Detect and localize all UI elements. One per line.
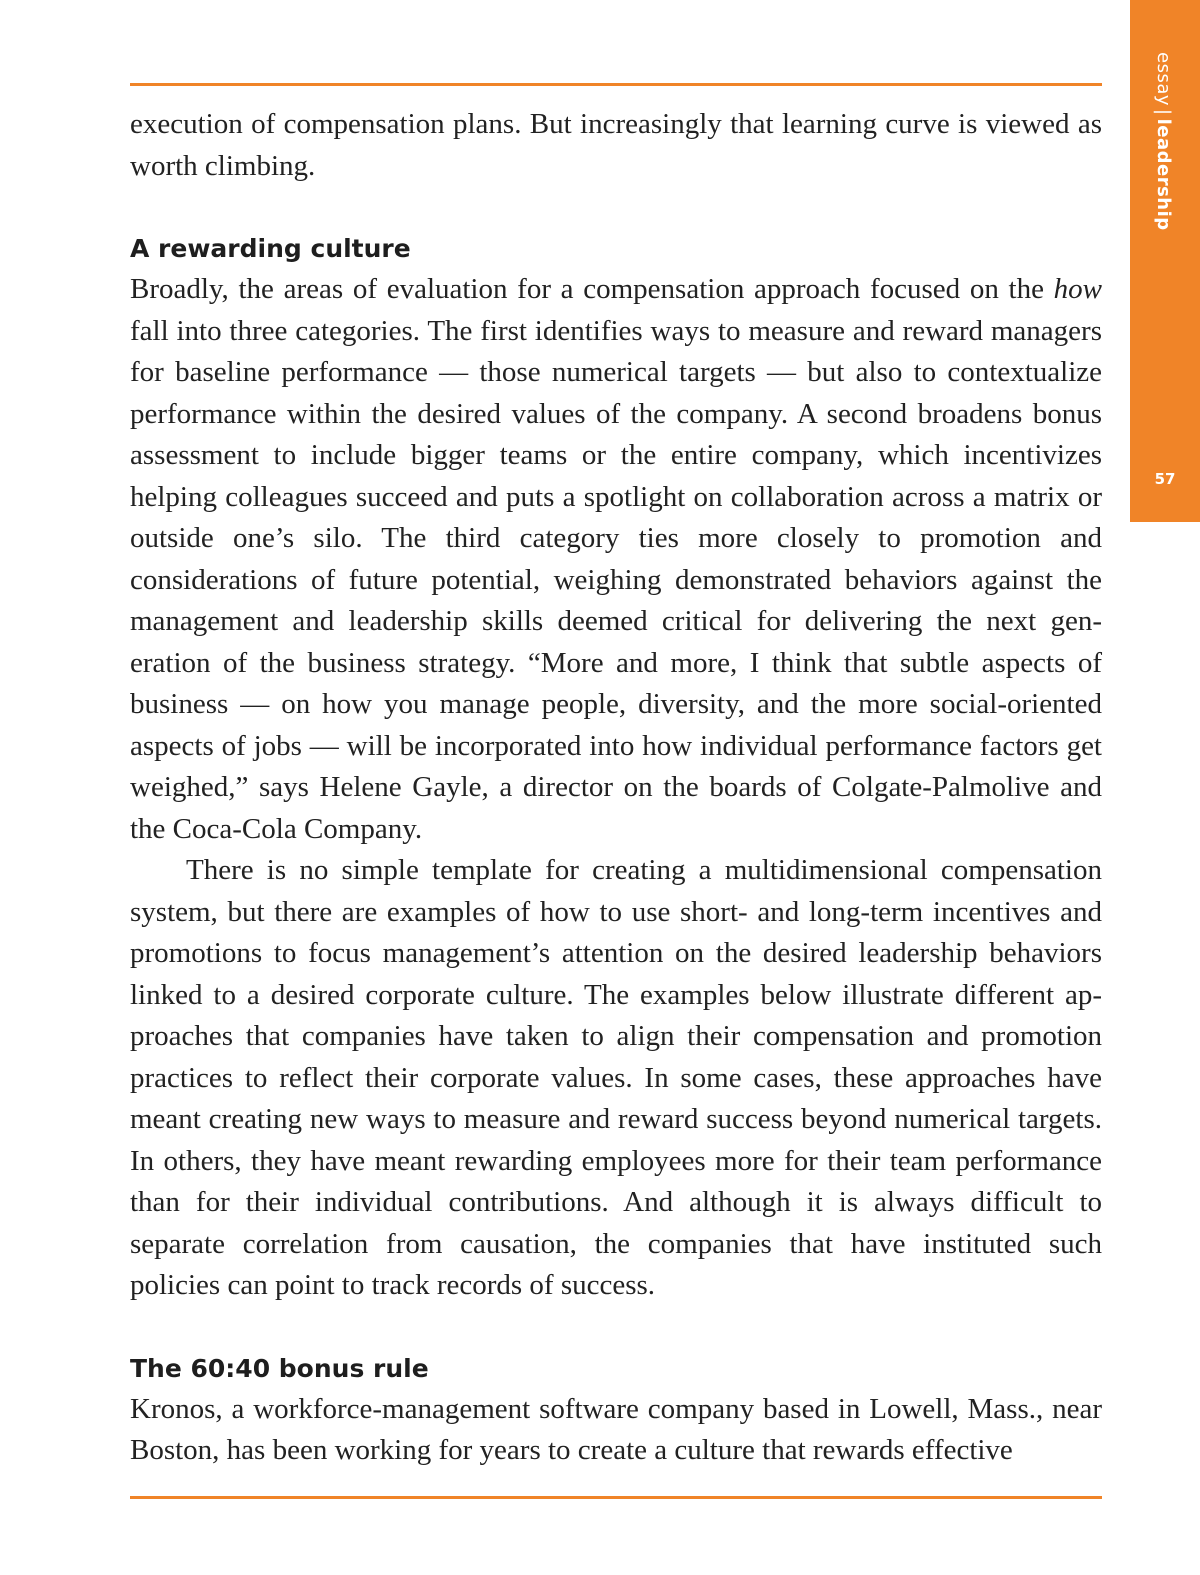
article-body: [130, 104, 1102, 1472]
section-label-text: [1153, 52, 1174, 231]
section-topic: leadership: [1153, 118, 1174, 231]
section-label: [1140, 52, 1180, 272]
section-separator: |: [1153, 109, 1174, 116]
intro-paragraph: execution of compensation plans. But increasingly that learning curve is viewed as worth climbing.: [130, 108, 1102, 182]
section-heading-rewarding-culture: A rewarding culture: [130, 234, 411, 263]
section-heading-bonus-rule: The 60:40 bonus rule: [130, 1353, 429, 1383]
paragraph-text: fall into three categories. The first identifies ways to measure and reward managers for baseline performance — those numerical targets — but also to contextualize performance within the desired values of the company. A second broadens bonus assessment to include bigger teams or the entire company, which incentivizes helping colleagues succeed and puts a spotlight on collaboration across a matrix or outside one’s silo. The third category ties more closely to promotion and considerations of future potential, weighing demonstrated behaviors against the management and leadership skills deemed critical for delivering the next generation of the business strategy. “More and more, I think that subtle aspects of business — on how you manage people, diversity, and the more social-oriented aspects of jobs — will be incorporated into how individual performance factors get weighed,” says Helene Gayle, a director on the boards of Colgate-Palmolive and the Coca-Cola Company.: [130, 314, 1102, 845]
section-gap: [130, 1307, 1102, 1348]
emphasis-how: how: [1053, 273, 1102, 305]
paragraph-bonus-rule-1: Kronos, a workforce-management software company based in Lowell, Mass., near Boston, has been working for years to create a culture that rewards effective: [130, 1392, 1102, 1466]
paragraph-rewarding-culture-1: [130, 269, 1102, 850]
paragraph-text: Broadly, the areas of evaluation for a compensation approach focused on the: [130, 273, 1054, 305]
bottom-accent-rule: [130, 1496, 1102, 1499]
top-accent-rule: [130, 83, 1102, 86]
paragraph-rewarding-culture-2: There is no simple template for creating a multidimensional compensation system, but there are examples of how to use short- and long-term incentives and promotions to focus management’s attention on the desired leadership behaviors linked to a desired corporate culture. The examples below illustrate different approaches that companies have taken to align their compensation and promotion practices to reflect their corporate values. In some cases, these approaches have meant creating new ways to measure and reward success beyond numerical targets. In others, they have meant rewarding employees more for their team performance than for their individual contributions. And although it is always difficult to separate correlation from causation, the companies that have instituted such policies can point to track records of success.: [130, 854, 1102, 1301]
page-number: 57: [1154, 470, 1176, 488]
section-gap: [130, 187, 1102, 228]
section-name: essay: [1153, 52, 1174, 107]
